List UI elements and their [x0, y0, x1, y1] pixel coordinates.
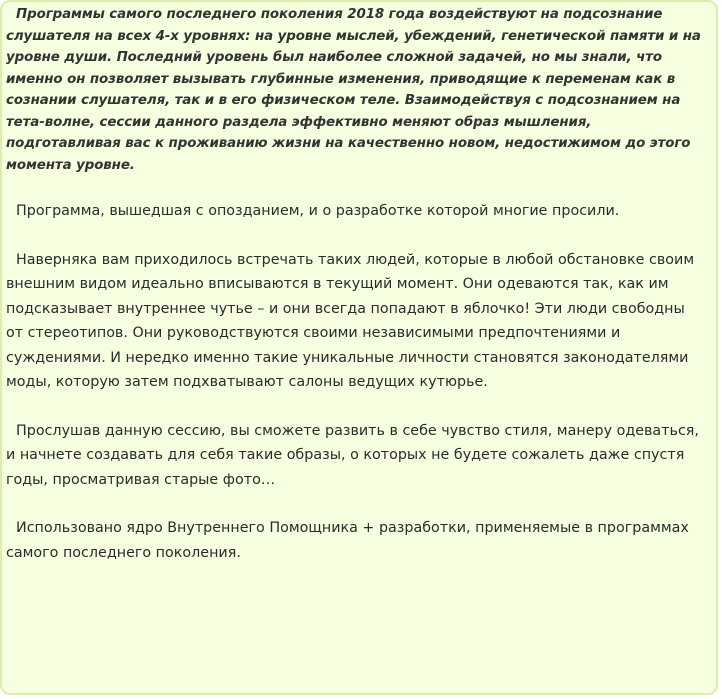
- paragraph-core-used: [6, 516, 706, 565]
- paragraph-text: Прослушав данную сессию, вы сможете развить в себе чувство стиля, манеру одеваться, и начнете создавать для себя такие образы, о которых не будете сожалеть даже спустя годы, просматривая старые фото…: [6, 422, 699, 488]
- paragraph-style-people: [6, 248, 706, 395]
- paragraph-session-benefit: [6, 419, 706, 493]
- intro-paragraph: [6, 2, 706, 176]
- paragraph-text: Программа, вышедшая с опозданием, и о разработке которой многие просили.: [16, 203, 620, 219]
- paragraph-late-release: [6, 199, 706, 224]
- description-content: [2, 2, 716, 565]
- paragraph-text: Использовано ядро Внутреннего Помощника + разработки, применяемые в программах самого последнего поколения.: [6, 520, 689, 561]
- intro-text: Программы самого последнего поколения 2018 года воздействуют на подсознание слушателя на всех 4-х уровнях: на уровне мыслей, убеждений, генетической памяти и на уровне души. Последний уровень был наиболее сложной задачей, но мы знали, что именно он позволяет вызывать глубинные изменения, приводящие к переменам как в сознании слушателя, так и в его физическом теле. Взаимодействуя с подсознанием на тета-волне, сессии данного раздела эффективно меняют образ мышления, подготавливая вас к проживанию жизни на качественно новом, недостижимом до этого момента уровне.: [6, 7, 701, 173]
- paragraph-text: Наверняка вам приходилось встречать таких людей, которые в любой обстановке своим внешним видом идеально вписываются в текущий момент. Они одеваются так, как им подсказывает внутреннее чутье – и они всегда попадают в яблочко! Эти люди свободны от стереотипов. Они руководствуются своими независимыми предпочтениями и суждениями. И нередко именно такие уникальные личности становятся законодателями моды, которую затем подхватывают салоны ведущих кутюрье.: [6, 251, 695, 390]
